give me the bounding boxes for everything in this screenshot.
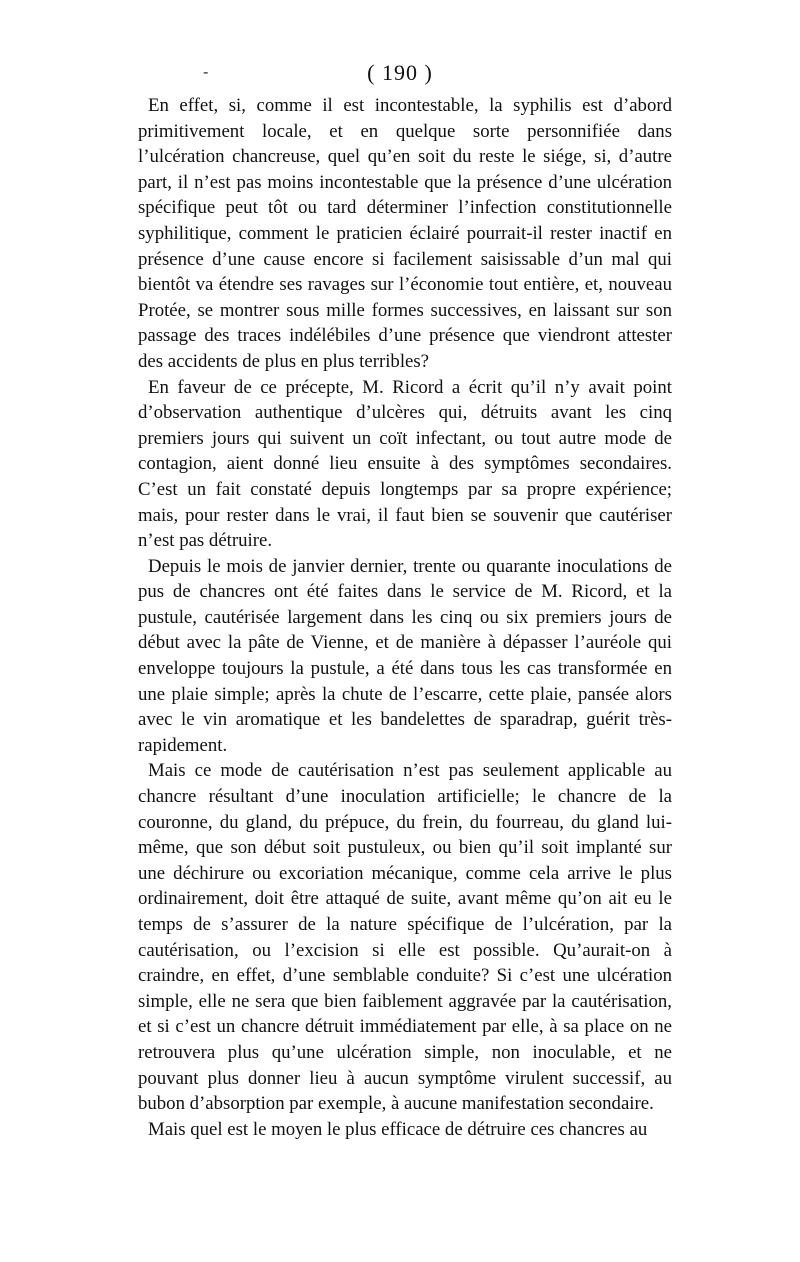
paragraph: Depuis le mois de janvier dernier, trente ou quarante inoculations de pus de chancres ont été faites dans le service de M. Ricord, et la pustule, cautérisée largement dans les cinq ou six premiers jours de début avec la pâte de Vienne, et de manière à dépasser l’auréole qui enveloppe toujours la pustule, a été dans tous les cas transformée en une plaie simple; après la chute de l’escarre, cette plaie, pansée alors avec le vin aromatique et les bandelettes de sparadrap, guérit très-rapidement. <box>138 555 672 756</box>
paragraph: Mais ce mode de cautérisation n’est pas seulement applicable au chancre résultant d’une inoculation artificielle; le chancre de la couronne, du gland, du prépuce, du frein, du fourreau, du gland lui-même, que son début soit pustuleux, ou bien qu’il soit implanté sur une déchirure ou excoriation mécanique, comme cela arrive le plus ordinairement, doit être attaqué de suite, avant même qu’on ait eu le temps de s’assurer de la nature spécifique de l’ulcération, par la cautérisation, ou l’excision si elle est possible. Qu’aurait-on à craindre, en effet, d’une semblable conduite? Si c’est une ulcération simple, elle ne sera que bien faiblement aggravée par la cautérisation, et si c’est un chancre détruit immédiatement par elle, à sa place on ne retrouvera plus qu’une ulcération simple, non inoculable, et ne pouvant plus donner lieu à aucun symptôme virulent successif, au bubon d’absorption par exemple, à aucune manifestation secondaire. <box>138 760 672 1115</box>
body-text <box>138 93 672 1142</box>
page-number: ( 190 ) <box>367 60 433 85</box>
paragraph: En effet, si, comme il est incontestable, la syphilis est d’abord primitivement locale, et en quelque sorte personnifiée dans l’ulcération chancreuse, quel qu’en soit du reste le siége, si, d’autre part, il n’est pas moins incontestable que la présence d’une ulcération spécifique peut tôt ou tard déterminer l’infection constitutionnelle syphilitique, comment le praticien éclairé pourrait-il rester inactif en présence d’une cause encore si facilement saisissable d’un mal qui bientôt va étendre ses ravages sur l’économie tout entière, et, nouveau Protée, se montrer sous mille formes successives, en laissant sur son passage des traces indélébiles d’une présence que viendront attester des accidents de plus en plus terribles? <box>138 95 672 372</box>
page-mark: - <box>203 62 209 81</box>
paragraph: Mais quel est le moyen le plus efficace de détruire ces chancres au <box>148 1118 648 1140</box>
paragraph: En faveur de ce précepte, M. Ricord a écrit qu’il n’y avait point d’observation authentique d’ulcères qui, détruits avant les cinq premiers jours qui suivent un coït infectant, ou tout autre mode de contagion, aient donné lieu ensuite à des symptômes secondaires. C’est un fait constaté depuis longtemps par sa propre expérience; mais, pour rester dans le vrai, il faut bien se souvenir que cautériser n’est pas détruire. <box>138 376 672 552</box>
